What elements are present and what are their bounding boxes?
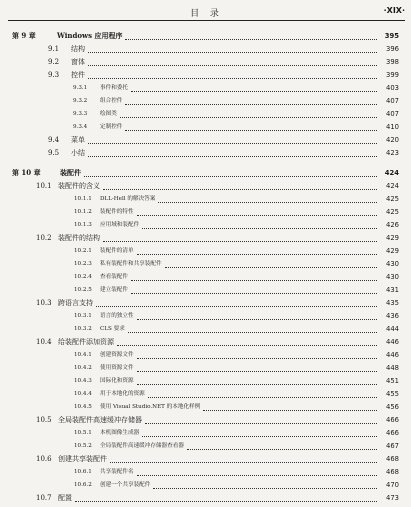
toc-leader-dots xyxy=(153,480,377,489)
toc-title: 绘图类 xyxy=(100,111,117,117)
toc-leader-dots xyxy=(131,272,377,281)
toc-number: 9.4 xyxy=(48,136,60,144)
toc-number: 10.4.5 xyxy=(74,404,92,410)
toc-leader-dots xyxy=(131,285,377,294)
toc-title: 共享装配件名 xyxy=(100,469,134,475)
toc-number: 10.4.3 xyxy=(74,378,92,384)
toc-leader-dots xyxy=(137,246,377,255)
toc-page-number: 399 xyxy=(386,71,399,79)
toc-title: 跨语言支持 xyxy=(58,299,93,307)
toc-number: 9.3 xyxy=(48,71,60,79)
toc-page-number: 429 xyxy=(386,247,399,255)
toc-section-row xyxy=(0,57,411,67)
toc-subsection-row xyxy=(0,350,411,360)
toc-leader-dots xyxy=(88,135,377,144)
toc-subsection-row xyxy=(0,324,411,334)
toc-title: 建立装配件 xyxy=(100,287,128,293)
toc-title: 控件 xyxy=(71,71,85,79)
toc-number: 10.2.4 xyxy=(74,274,92,280)
toc-leader-dots xyxy=(120,109,377,118)
toc-number: 10.4.4 xyxy=(74,391,92,397)
toc-page-number: 448 xyxy=(386,364,399,372)
toc-leader-dots xyxy=(165,259,377,268)
toc-subsection-row xyxy=(0,207,411,217)
toc-subsection-row xyxy=(0,220,411,230)
toc-leader-dots xyxy=(125,122,377,131)
toc-page-number: 468 xyxy=(386,468,399,476)
toc-number: 9.5 xyxy=(48,149,60,157)
toc-chapter-row xyxy=(0,31,411,41)
toc-leader-dots xyxy=(142,220,377,229)
toc-page-number: 466 xyxy=(386,416,399,424)
toc-page-number: 398 xyxy=(386,58,399,66)
toc-number: 10.4.1 xyxy=(74,352,92,358)
toc-number: 10.1.1 xyxy=(74,196,92,202)
toc-page-number: 407 xyxy=(386,97,399,105)
toc-page-number: 456 xyxy=(386,403,399,411)
toc-page-number: 410 xyxy=(386,123,399,131)
toc-subsection-row xyxy=(0,96,411,106)
toc-title: 创建共享装配件 xyxy=(58,455,107,463)
toc-title: 国际化和资源 xyxy=(100,378,134,384)
toc-number: 10.6 xyxy=(36,455,52,463)
toc-title: 应用域和装配件 xyxy=(100,222,140,228)
toc-leader-dots xyxy=(137,376,377,385)
toc-page-number: 467 xyxy=(386,442,399,450)
toc-title: 装配件的清单 xyxy=(100,248,134,254)
toc-title: CLS 要求 xyxy=(100,326,125,332)
toc-page-number: 425 xyxy=(386,208,399,216)
toc-title: 装配件 xyxy=(60,168,81,177)
toc-title: 用于本地化的资源 xyxy=(100,391,145,397)
toc-section-row xyxy=(0,337,411,347)
toc-leader-dots xyxy=(125,96,377,105)
toc-page-number: 444 xyxy=(386,325,399,333)
toc-leader-dots xyxy=(137,207,377,216)
toc-number: 9.3.4 xyxy=(73,124,88,130)
toc-title: DLL-Hell 的解决答案 xyxy=(100,196,156,202)
toc-title: 事件和委托 xyxy=(100,85,128,91)
toc-page-number: 424 xyxy=(386,182,399,190)
toc-title: 定制控件 xyxy=(100,124,123,130)
toc-page-number: 423 xyxy=(386,149,399,157)
toc-section-row xyxy=(0,148,411,158)
toc-leader-dots xyxy=(137,311,377,320)
toc-subsection-row xyxy=(0,480,411,490)
page-header-title: 目 录 xyxy=(190,9,223,19)
toc-page-number: 446 xyxy=(386,351,399,359)
toc-number: 10.5.2 xyxy=(74,443,92,449)
toc-title: 装配件的含义 xyxy=(58,182,100,190)
toc-subsection-row xyxy=(0,376,411,386)
toc-page-number: 424 xyxy=(384,169,399,177)
toc-page-number: 436 xyxy=(386,312,399,320)
toc-number: 9.1 xyxy=(48,45,60,53)
toc-number: 10.5 xyxy=(36,416,52,424)
toc-title: Windows 应用程序 xyxy=(57,31,123,40)
toc-subsection-row xyxy=(0,259,411,269)
toc-subsection-row xyxy=(0,272,411,282)
toc-leader-dots xyxy=(110,454,377,463)
toc-title: 配置 xyxy=(58,494,72,502)
toc-page-number: 430 xyxy=(386,260,399,268)
toc-subsection-row xyxy=(0,109,411,119)
toc-page-number: 468 xyxy=(386,455,399,463)
toc-page-number: 396 xyxy=(386,45,399,53)
toc-leader-dots xyxy=(88,70,377,79)
toc-subsection-row xyxy=(0,363,411,373)
toc-title: 本机图像生成器 xyxy=(100,430,140,436)
toc-leader-dots xyxy=(142,428,377,437)
toc-page-number: 473 xyxy=(386,494,399,502)
toc-number: 10.1.2 xyxy=(74,209,92,215)
page-header xyxy=(8,6,405,21)
toc-leader-dots xyxy=(148,389,377,398)
toc-leader-dots xyxy=(137,350,377,359)
toc-number: 10.7 xyxy=(36,494,52,502)
toc-leader-dots xyxy=(128,324,377,333)
toc-page-number: 426 xyxy=(386,221,399,229)
toc-subsection-row xyxy=(0,311,411,321)
toc-number: 9.2 xyxy=(48,58,60,66)
toc-title: 窗体 xyxy=(71,58,85,66)
toc-leader-dots xyxy=(187,441,377,450)
toc-number: 10.2.5 xyxy=(74,287,92,293)
toc-section-row xyxy=(0,135,411,145)
toc-number: 9.3.1 xyxy=(73,85,88,91)
toc-leader-dots xyxy=(75,493,377,502)
toc-number: 10.2.3 xyxy=(74,261,92,267)
toc-subsection-row xyxy=(0,441,411,451)
toc-subsection-row xyxy=(0,246,411,256)
toc-number: 9.3.3 xyxy=(73,111,88,117)
toc-title: 小结 xyxy=(71,149,85,157)
toc-leader-dots xyxy=(137,363,377,372)
toc-leader-dots xyxy=(131,83,377,92)
toc-title: 菜单 xyxy=(71,136,85,144)
toc-title: 使用 Visual Studio.NET 的本地化样例 xyxy=(100,404,201,410)
toc-number: 第 10 章 xyxy=(12,168,41,177)
toc-title: 查看装配件 xyxy=(100,274,128,280)
toc-title: 全局装配件高速缓冲存储器查看器 xyxy=(100,443,184,449)
toc-subsection-row xyxy=(0,194,411,204)
toc-leader-dots xyxy=(203,402,377,411)
toc-number: 10.1.3 xyxy=(74,222,92,228)
toc-page-number: 429 xyxy=(386,234,399,242)
toc-title: 创建一个共享装配件 xyxy=(100,482,151,488)
toc-number: 10.1 xyxy=(36,182,52,190)
toc-number: 10.2.1 xyxy=(74,248,92,254)
toc-number: 10.3.1 xyxy=(74,313,92,319)
toc-title: 给装配件添加资源 xyxy=(58,338,114,346)
toc-leader-dots xyxy=(103,181,377,190)
toc-title: 结构 xyxy=(71,45,85,53)
toc-page-number: 431 xyxy=(386,286,399,294)
toc-section-row xyxy=(0,181,411,191)
toc-page-number: 446 xyxy=(386,338,399,346)
toc-leader-dots xyxy=(117,337,377,346)
toc-leader-dots xyxy=(96,298,377,307)
page-number-label: ·XIX· xyxy=(383,6,405,15)
toc-subsection-row xyxy=(0,389,411,399)
toc-number: 10.6.1 xyxy=(74,469,92,475)
toc-title: 创建资源文件 xyxy=(100,352,134,358)
toc-subsection-row xyxy=(0,285,411,295)
toc-page-number: 407 xyxy=(386,110,399,118)
toc-leader-dots xyxy=(84,168,377,177)
toc-number: 10.3 xyxy=(36,299,52,307)
toc-section-row xyxy=(0,44,411,54)
toc-page-number: 470 xyxy=(386,481,399,489)
toc-leader-dots xyxy=(145,415,377,424)
toc-leader-dots xyxy=(103,233,377,242)
toc-number: 10.3.2 xyxy=(74,326,92,332)
toc-title: 使用资源文件 xyxy=(100,365,134,371)
toc-subsection-row xyxy=(0,467,411,477)
toc-section-row xyxy=(0,70,411,80)
toc-section-row xyxy=(0,415,411,425)
toc-subsection-row xyxy=(0,122,411,132)
toc-page-number: 430 xyxy=(386,273,399,281)
toc-number: 10.5.1 xyxy=(74,430,92,436)
toc-leader-dots xyxy=(88,44,377,53)
toc-number: 10.6.2 xyxy=(74,482,92,488)
toc-title: 组合控件 xyxy=(100,98,123,104)
toc-page-number: 455 xyxy=(386,390,399,398)
toc-leader-dots xyxy=(158,194,377,203)
toc-subsection-row xyxy=(0,402,411,412)
toc-leader-dots xyxy=(125,31,377,40)
toc-number: 10.2 xyxy=(36,234,52,242)
toc-leader-dots xyxy=(88,57,377,66)
toc-leader-dots xyxy=(88,148,377,157)
toc-subsection-row xyxy=(0,428,411,438)
toc-number: 10.4 xyxy=(36,338,52,346)
toc-leader-dots xyxy=(137,467,377,476)
toc-page-number: 420 xyxy=(386,136,399,144)
toc-chapter-row xyxy=(0,168,411,178)
toc-section-row xyxy=(0,454,411,464)
toc-number: 10.4.2 xyxy=(74,365,92,371)
toc-section-row xyxy=(0,298,411,308)
toc-page-number: 466 xyxy=(386,429,399,437)
toc-title: 装配件的结构 xyxy=(58,234,100,242)
toc-page-number: 403 xyxy=(386,84,399,92)
toc-section-row xyxy=(0,493,411,503)
toc-section-row xyxy=(0,233,411,243)
toc-page-number: 395 xyxy=(384,32,399,40)
toc-title: 全局装配件高速缓冲存储器 xyxy=(58,416,142,424)
toc-title: 私有装配件和共享装配件 xyxy=(100,261,162,267)
toc-title: 装配件的特性 xyxy=(100,209,134,215)
toc-number: 第 9 章 xyxy=(12,31,36,40)
toc-page-number: 451 xyxy=(386,377,399,385)
toc-page-number: 435 xyxy=(386,299,399,307)
toc-page-number: 425 xyxy=(386,195,399,203)
toc-title: 语言的独立性 xyxy=(100,313,134,319)
toc-subsection-row xyxy=(0,83,411,93)
toc-number: 9.3.2 xyxy=(73,98,88,104)
